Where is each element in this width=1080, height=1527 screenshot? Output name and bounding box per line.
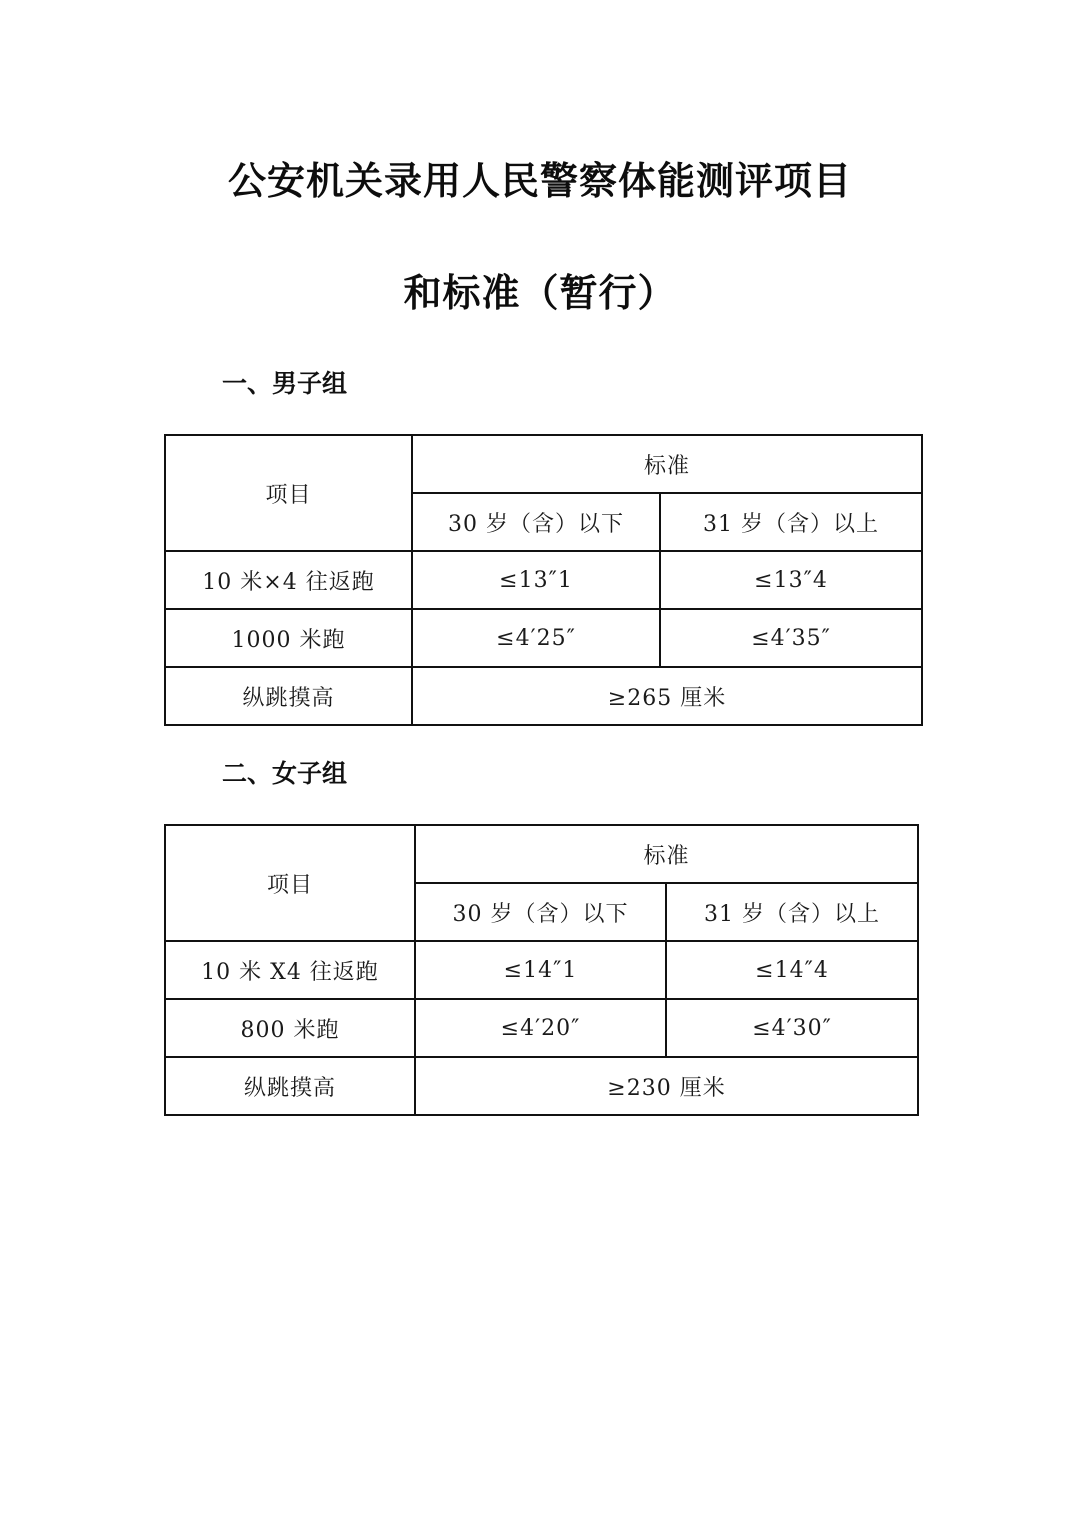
row-value-over-31: ≤4′30″ — [666, 999, 918, 1057]
table-row — [165, 941, 918, 999]
table-row — [165, 609, 922, 667]
row-item: 纵跳摸高 — [165, 667, 412, 725]
row-value-under-30: ≤4′20″ — [415, 999, 666, 1057]
row-item: 纵跳摸高 — [165, 1057, 415, 1115]
header-standard: 标准 — [412, 435, 922, 493]
header-item: 项目 — [165, 825, 415, 941]
row-value-under-30: ≤13″1 — [412, 551, 660, 609]
row-value-over-31: ≤13″4 — [660, 551, 922, 609]
header-age-under-30: 30 岁（含）以下 — [412, 493, 660, 551]
row-item: 800 米跑 — [165, 999, 415, 1057]
header-standard: 标准 — [415, 825, 918, 883]
row-value-under-30: ≤4′25″ — [412, 609, 660, 667]
row-item: 10 米 X4 往返跑 — [165, 941, 415, 999]
header-age-under-30: 30 岁（含）以下 — [415, 883, 666, 941]
document-subtitle: 和标准（暂行） — [403, 271, 677, 315]
row-value-under-30: ≤14″1 — [415, 941, 666, 999]
row-item: 1000 米跑 — [165, 609, 412, 667]
section-heading-women: 二、女子组 — [222, 759, 348, 788]
row-value-all-ages: ≥265 厘米 — [412, 667, 922, 725]
header-age-over-31: 31 岁（含）以上 — [660, 493, 922, 551]
row-item: 10 米×4 往返跑 — [165, 551, 412, 609]
women-standards-table — [164, 824, 919, 1116]
men-standards-table — [164, 434, 923, 726]
table-header-row — [165, 435, 922, 493]
table-row — [165, 999, 918, 1057]
row-value-over-31: ≤14″4 — [666, 941, 918, 999]
section-heading-men: 一、男子组 — [222, 369, 348, 398]
table-row — [165, 1057, 918, 1115]
document-title: 公安机关录用人民警察体能测评项目 — [227, 159, 852, 203]
table-row — [165, 551, 922, 609]
row-value-over-31: ≤4′35″ — [660, 609, 922, 667]
table-row — [165, 667, 922, 725]
table-header-row — [165, 825, 918, 883]
header-age-over-31: 31 岁（含）以上 — [666, 883, 918, 941]
row-value-all-ages: ≥230 厘米 — [415, 1057, 918, 1115]
header-item: 项目 — [165, 435, 412, 551]
